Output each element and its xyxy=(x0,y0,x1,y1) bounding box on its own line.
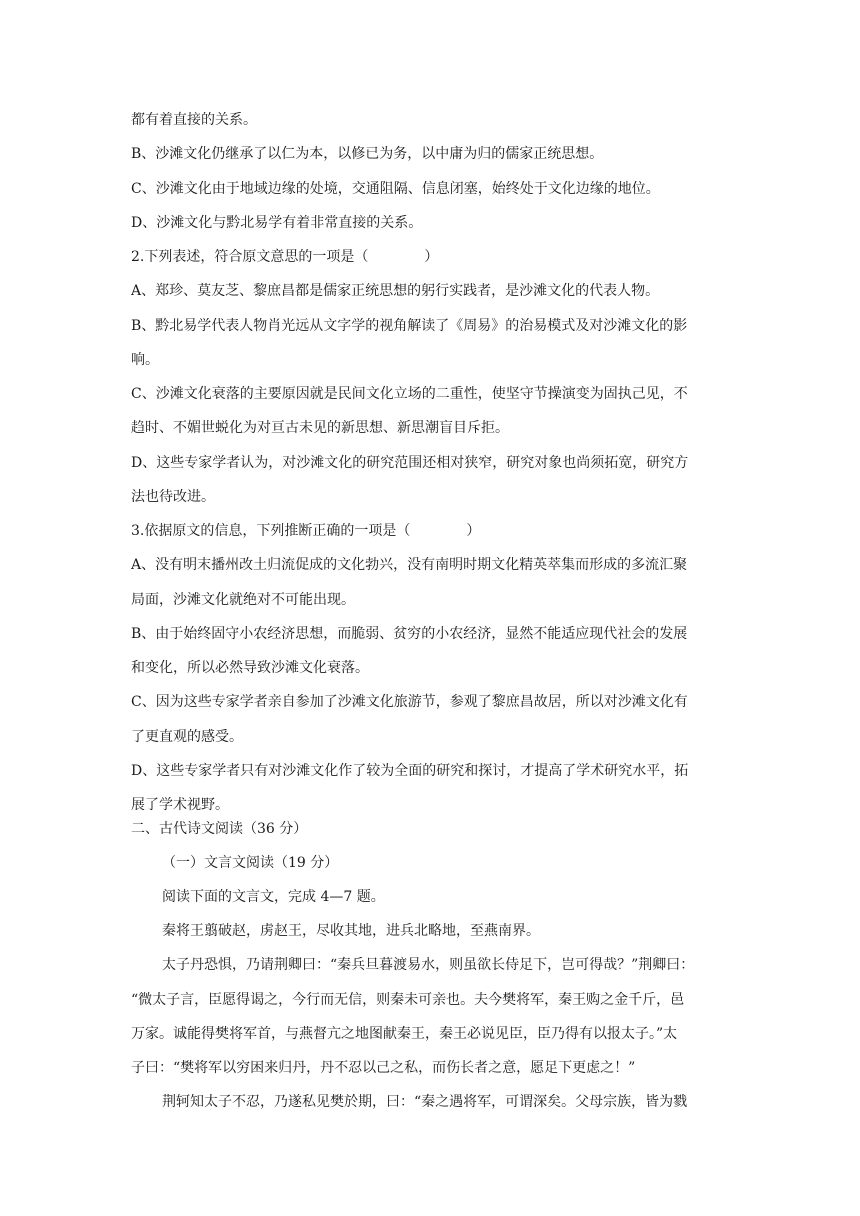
text-line: 趋时、不媚世蜕化为对亘古未见的新思想、新思潮盲目斥拒。 xyxy=(131,420,509,436)
option-c: C、沙滩文化衰落的主要原因就是民间文化立场的二重性，使坚守节操演变为固执己见，不 xyxy=(131,386,688,402)
option-d: D、沙滩文化与黔北易学有着非常直接的关系。 xyxy=(131,215,423,231)
passage-line: 荆轲知太子不忍，乃遂私见樊於期，曰：“秦之遇将军，可谓深矣。父母宗族，皆为戮 xyxy=(162,1094,688,1110)
question-2: 2.下列表述，符合原文意思的一项是（ ） xyxy=(131,249,439,265)
option-a: A、郑珍、莫友芝、黎庶昌都是儒家正统思想的躬行实践者，是沙滩文化的代表人物。 xyxy=(131,283,660,299)
question-3: 3.依据原文的信息，下列推断正确的一项是（ ） xyxy=(131,523,481,539)
section-heading: 二、古代诗文阅读（36 分） xyxy=(131,821,308,837)
option-b: B、黔北易学代表人物肖光远从文字学的视角解读了《周易》的治易模式及对沙滩文化的影 xyxy=(131,318,688,334)
text-line: 法也待改进。 xyxy=(131,489,215,505)
text-line: 都有着直接的关系。 xyxy=(131,112,257,128)
text-line: 和变化，所以必然导致沙滩文化衰落。 xyxy=(131,660,369,676)
option-d: D、这些专家学者只有对沙滩文化作了较为全面的研究和探讨，才提高了学术研究水平，拓 xyxy=(131,763,689,779)
option-a: A、没有明末播州改土归流促成的文化勃兴，没有南明时期文化精英萃集而形成的多流汇聚 xyxy=(131,557,688,573)
passage-line: “微太子言，臣愿得谒之，今行而无信，则秦未可亲也。夫今樊将军，秦王购之金千斤，邑 xyxy=(131,992,685,1008)
option-b: B、由于始终固守小农经济思想，而脆弱、贫穷的小农经济，显然不能适应现代社会的发展 xyxy=(131,626,688,642)
passage-line: 子曰：“樊将军以穷困来归丹，丹不忍以己之私，而伤长者之意，愿足下更虑之！” xyxy=(131,1060,636,1076)
text-line: 展了学术视野。 xyxy=(131,797,229,813)
option-b: B、沙滩文化仍继承了以仁为本，以修已为务，以中庸为归的儒家正统思想。 xyxy=(131,146,604,162)
text-line: 了更直观的感受。 xyxy=(131,729,243,745)
instruction: 阅读下面的文言文，完成 4—7 题。 xyxy=(162,889,385,905)
subsection-heading: （一）文言文阅读（19 分） xyxy=(162,855,339,871)
passage-line: 太子丹恐惧，乃请荆卿曰：“秦兵旦暮渡易水，则虽欲长侍足下，岂可得哉？”荆卿曰： xyxy=(162,957,695,973)
text-line: 局面，沙滩文化就绝对不可能出现。 xyxy=(131,592,355,608)
passage-line: 秦将王翦破赵，虏赵王，尽收其地，进兵北略地，至燕南界。 xyxy=(162,923,540,939)
option-c: C、沙滩文化由于地域边缘的处境，交通阻隔、信息闭塞，始终处于文化边缘的地位。 xyxy=(131,181,660,197)
text-line: 响。 xyxy=(131,352,159,368)
option-c: C、因为这些专家学者亲自参加了沙滩文化旅游节，参观了黎庶昌故居，所以对沙滩文化有 xyxy=(131,694,688,710)
passage-line: 万家。诚能得樊将军首，与燕督亢之地图献秦王，秦王必说见臣，臣乃得有以报太子。”太 xyxy=(131,1026,678,1042)
option-d: D、这些专家学者认为，对沙滩文化的研究范围还相对狭窄，研究对象也尚须拓宽，研究方 xyxy=(131,455,689,471)
